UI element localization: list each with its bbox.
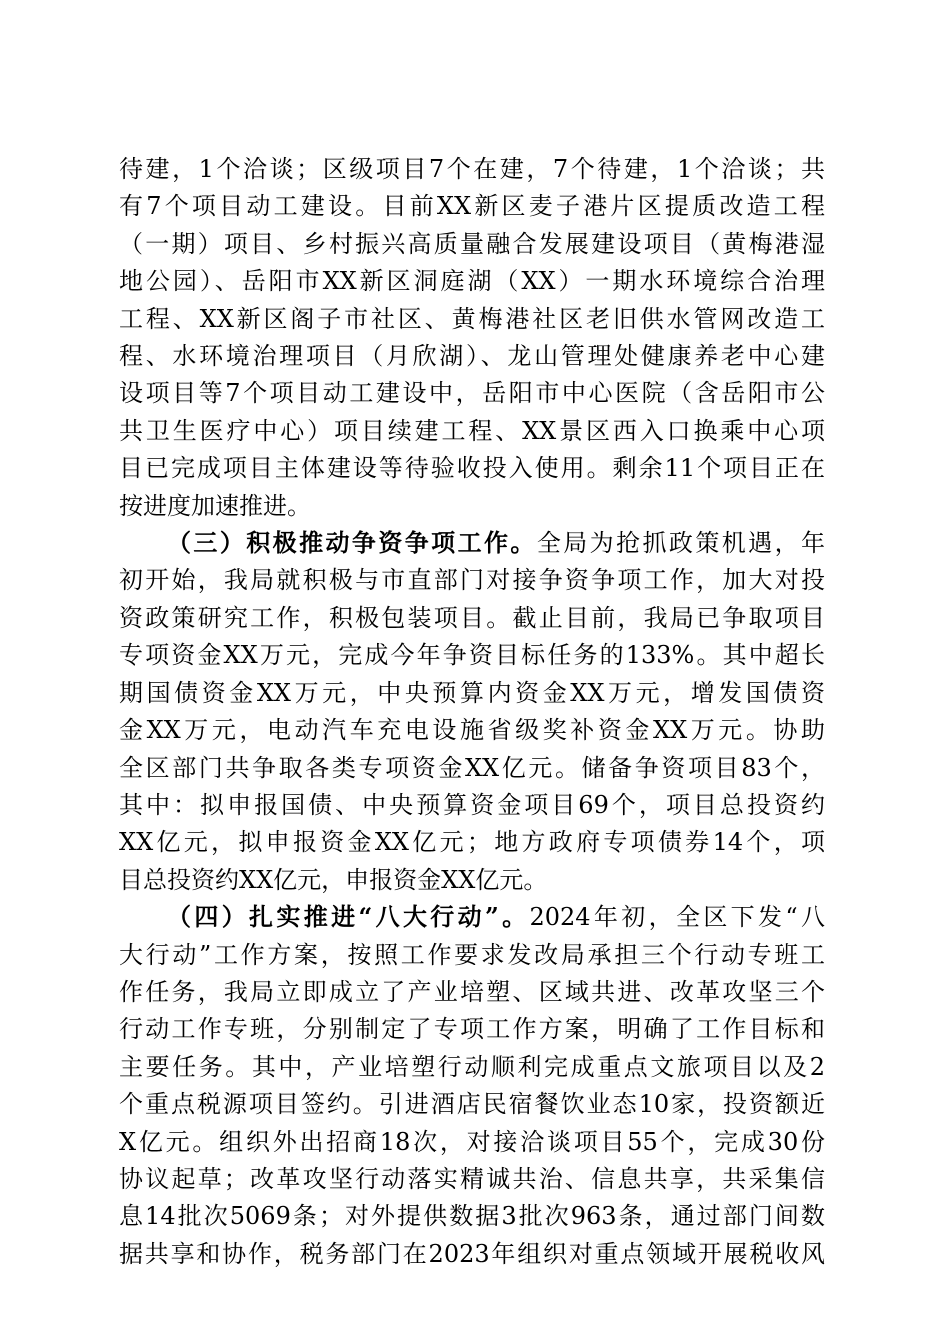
paragraph-project-progress	[119, 152, 825, 523]
text-line: 期国债资金XX万元，中央预算内资金XX万元，增发国债资	[119, 678, 825, 707]
text-run: 2024年初，全区下发“八	[529, 903, 825, 932]
text-line: 初开始，我局就积极与市直部门对接争资争项工作，加大对投	[119, 566, 825, 595]
text-line: 地公园）、岳阳市XX新区洞庭湖（XX）一期水环境综合治理	[119, 267, 825, 296]
text-line: 程、水环境治理项目（月欣湖）、龙山管理处健康养老中心建	[119, 342, 825, 371]
text-line: 待建，1个洽谈；区级项目7个在建，7个待建，1个洽谈；共	[119, 155, 825, 183]
text-line: 金XX万元，电动汽车充电设施省级奖补资金XX万元。协助	[119, 716, 825, 745]
text-line: （一期）项目、乡村振兴高质量融合发展建设项目（黄梅港湿	[119, 229, 825, 258]
paragraph-eight-actions	[119, 900, 825, 1271]
paragraph-first-line	[119, 526, 825, 560]
text-line: 目已完成项目主体建设等待验收投入使用。剩余11个项目正在	[119, 454, 825, 483]
text-line: 目总投资约XX亿元，申报资金XX亿元。	[119, 865, 548, 894]
text-line: 全区部门共争取各类专项资金XX亿元。储备争资项目83个，	[119, 753, 825, 782]
text-line: X亿元。组织外出招商18次，对接洽谈项目55个，完成30份	[119, 1127, 825, 1156]
text-line: 协议起草；改革攻坚行动落实精诚共治、信息共享，共采集信	[119, 1164, 825, 1193]
text-line: 专项资金XX万元，完成今年争资目标任务的133%。其中超长	[119, 641, 825, 670]
text-line: XX亿元，拟申报资金XX亿元；地方政府专项债券14个，项	[119, 828, 825, 857]
text-line: 有7个项目动工建设。目前XX新区麦子港片区提质改造工程	[119, 192, 825, 221]
text-line: 工程、XX新区阁子市社区、黄梅港社区老旧供水管网改造工	[119, 304, 825, 333]
text-line: 个重点税源项目签约。引进酒店民宿餐饮业态10家，投资额近	[119, 1090, 825, 1119]
section-heading: （三）积极推动争资争项工作。	[167, 528, 537, 558]
paragraph-funding-work	[119, 526, 825, 897]
text-line: 行动工作专班，分别制定了专项工作方案，明确了工作目标和	[119, 1015, 825, 1044]
paragraph-first-line	[119, 900, 825, 934]
text-line: 设项目等7个项目动工建设中，岳阳市中心医院（含岳阳市公	[119, 379, 825, 408]
text-line: 作任务，我局立即成立了产业培塑、区域共进、改革攻坚三个	[119, 977, 825, 1006]
text-line: 共卫生医疗中心）项目续建工程、XX景区西入口换乘中心项	[119, 416, 825, 445]
text-line: 息14批次5069条；对外提供数据3批次963条，通过部门间数	[119, 1202, 825, 1231]
text-line: 据共享和协作，税务部门在2023年组织对重点领域开展税收风	[119, 1239, 825, 1268]
text-line: 其中：拟申报国债、中央预算资金项目69个，项目总投资约	[119, 790, 825, 819]
text-run: 全局为抢抓政策机遇，年	[536, 529, 826, 558]
text-line: 资政策研究工作，积极包装项目。截止目前，我局已争取项目	[119, 603, 825, 632]
text-line: 大行动”工作方案，按照工作要求发改局承担三个行动专班工	[119, 940, 825, 969]
text-line: 主要任务。其中，产业培塑行动顺利完成重点文旅项目以及2	[119, 1052, 825, 1081]
document-body	[119, 152, 825, 1274]
text-line: 按进度加速推进。	[119, 491, 311, 520]
section-heading: （四）扎实推进“八大行动”。	[167, 902, 530, 932]
